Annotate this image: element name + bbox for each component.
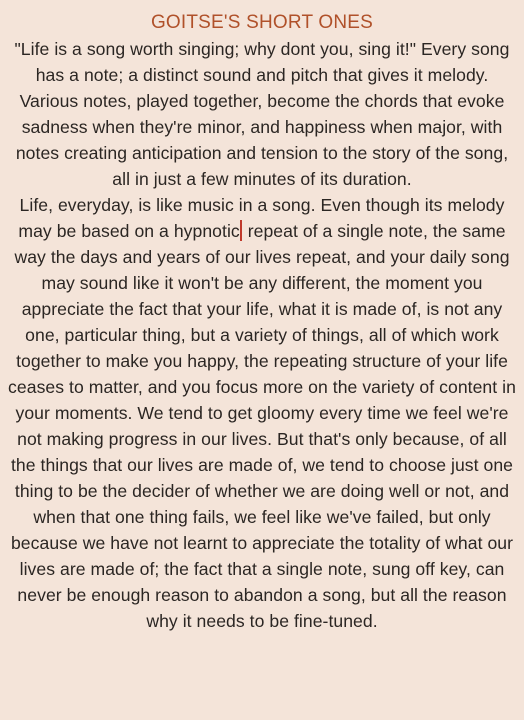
paragraph-2[interactable]	[6, 192, 518, 634]
paragraph-2-before-cursor: Life, everyday, is like music in a song. Even though its melody may be based on a hypnotic	[18, 195, 505, 241]
document-title: GOITSE'S SHORT ONES	[150, 12, 374, 33]
text-cursor	[240, 220, 242, 241]
paragraph-1[interactable]: "Life is a song worth singing; why dont you, sing it!" Every song has a note; a distinct sound and pitch that gives it melody. Various notes, played together, become the chords that evoke sadness when they're minor, and happiness when major, with notes creating anticipation and tension to the story of the song, all in just a few minutes of its duration.	[14, 39, 510, 189]
paragraph-2-after-cursor: repeat of a single note, the same way the days and years of our lives repeat, and your daily song may sound like it won't be any different, the moment you appreciate the fact that your life, what it is made of, is not any one, particular thing, but a variety of things, all of which work together to make you happy, the repeating structure of your life ceases to matter, and you focus more on the variety of content in your moments. We tend to get gloomy every time we feel we're not making progress in our lives. But that's only because, of all the things that our lives are made of, we tend to choose just one thing to be the decider of whether we are doing well or not, and when that one thing fails, we feel like we've failed, but only because we have not learnt to appreciate the totality of what our lives are made of; the fact that a single note, sung off key, can never be enough reason to abandon a song, but all the reason why it needs to be fine-tuned.	[8, 221, 516, 631]
